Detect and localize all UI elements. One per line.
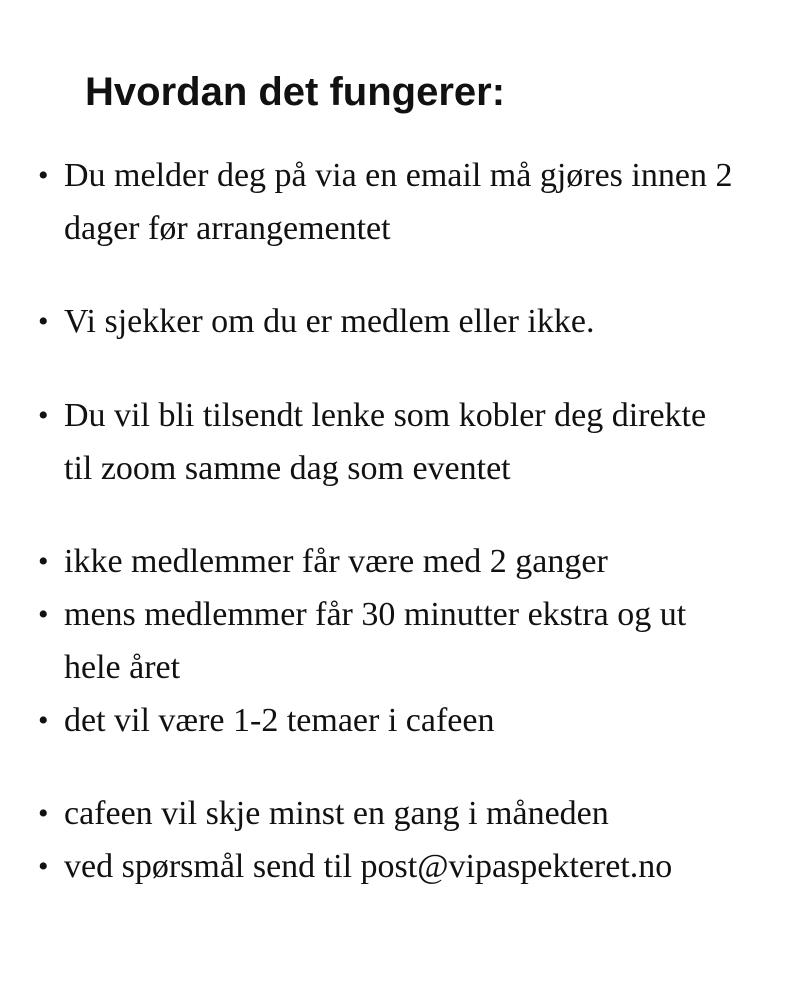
bullet-group-member-rules [38,536,744,747]
bullet-group-membership-check [38,296,744,349]
list-item: • cafeen vil skje minst en gang i måneden [38,788,739,841]
list-item: • Vi sjekker om du er medlem eller ikke. [38,296,739,349]
list-item: • Du melder deg på via en email må gjøres innen 2 dager før arrangementet [38,150,739,255]
page-title: Hvordan det fungerer: [85,70,506,114]
bullet-group-zoom-link [38,390,744,495]
list-item: • mens medlemmer får 30 minutter ekstra og ut hele året [38,589,739,694]
bullet-group-schedule-contact [38,788,744,893]
bullet-group-signup [38,150,744,255]
list-item: • ikke medlemmer får være med 2 ganger [38,536,739,589]
list-item: • det vil være 1-2 temaer i cafeen [38,695,739,748]
list-item: • ved spørsmål send til post@vipaspekteret.no [38,841,739,894]
bullet-list-content [38,150,744,894]
list-item: • Du vil bli tilsendt lenke som kobler deg direkte til zoom samme dag som eventet [38,390,739,495]
